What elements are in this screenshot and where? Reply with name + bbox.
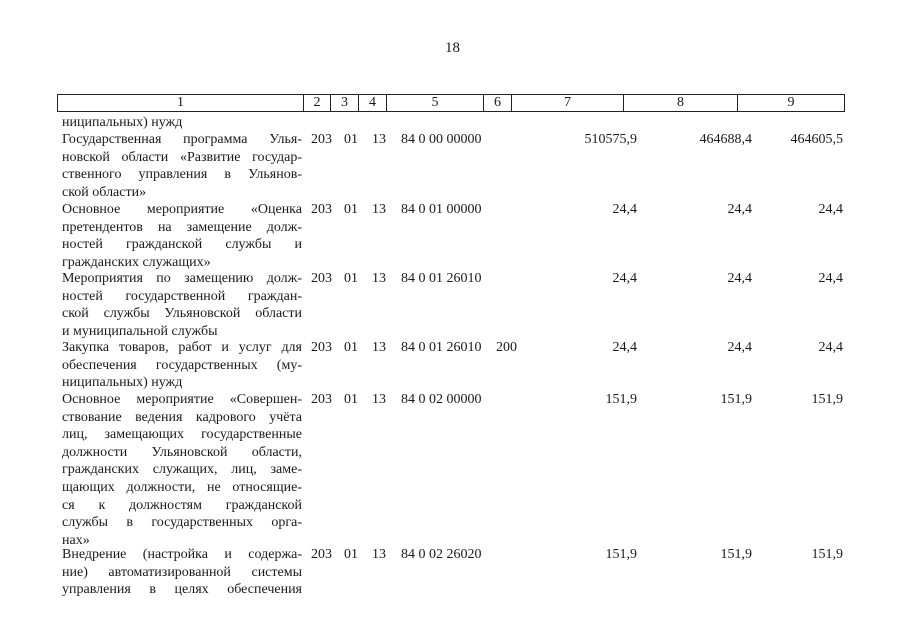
row-name-line: Основное мероприятие «Оценка: [62, 202, 302, 217]
row-amount-col9: 24,4: [818, 271, 843, 286]
row-code-target: 84 0 01 00000: [401, 202, 482, 217]
page-number: 18: [445, 40, 460, 56]
row-code-subsection: 13: [372, 132, 386, 147]
header-col-7: 7: [512, 95, 624, 112]
row-code-target: 84 0 02 26020: [401, 547, 482, 562]
row-name-line: ностей гражданской службы и: [62, 237, 302, 253]
row-code-section: 01: [344, 547, 358, 562]
row-code-target: 84 0 02 00000: [401, 392, 482, 407]
row-name-line: нах»: [62, 532, 90, 548]
row-name-line: претендентов на замещение долж-: [62, 219, 302, 235]
continuation-text: [62, 114, 302, 132]
row-code-expense-type: 200: [496, 340, 517, 355]
row-amount-col7: 151,9: [605, 392, 637, 407]
row-amount-col7: 24,4: [612, 271, 637, 286]
row-amount-col8: 24,4: [727, 271, 752, 286]
header-col-1: 1: [58, 95, 304, 112]
header-col-8: 8: [624, 95, 738, 112]
row-name: [62, 131, 302, 201]
row-name-line: новской области «Развитие государ-: [62, 149, 302, 165]
row-code-grbs: 203: [311, 132, 332, 147]
row-name-line: гражданских служащих, лиц, заме-: [62, 462, 302, 478]
row-amount-col7: 24,4: [612, 340, 637, 355]
row-name: [62, 339, 302, 392]
row-name-line: Мероприятия по замещению долж-: [62, 271, 302, 286]
row-name-line: Внедрение (настройка и содержа-: [62, 547, 302, 562]
row-code-subsection: 13: [372, 340, 386, 355]
row-code-subsection: 13: [372, 271, 386, 286]
row-code-grbs: 203: [311, 271, 332, 286]
continuation-line: ниципальных) нужд: [62, 115, 183, 130]
row-name-line: лиц, замещающих государственные: [62, 427, 302, 443]
row-name-line: должности Ульяновской области,: [62, 444, 302, 460]
row-amount-col8: 151,9: [720, 547, 752, 562]
row-name-line: щающих должности, не относящие-: [62, 479, 302, 495]
row-amount-col8: 24,4: [727, 202, 752, 217]
header-col-3: 3: [331, 95, 359, 112]
header-col-5: 5: [387, 95, 484, 112]
row-name-line: ской службы Ульяновской области: [62, 306, 302, 322]
row-amount-col8: 151,9: [720, 392, 752, 407]
row-name-line: управления в целях обеспечения: [62, 582, 302, 598]
row-amount-col9: 151,9: [811, 392, 843, 407]
row-name-line: ностей государственной граждан-: [62, 288, 302, 304]
row-name-line: ствование ведения кадрового учёта: [62, 409, 302, 425]
row-name: [62, 391, 302, 549]
row-name-line: Государственная программа Улья-: [62, 132, 302, 147]
row-code-grbs: 203: [311, 547, 332, 562]
row-amount-col7: 510575,9: [584, 132, 637, 147]
row-name-line: ской области»: [62, 184, 147, 200]
row-amount-col9: 151,9: [811, 547, 843, 562]
row-amount-col8: 464688,4: [699, 132, 752, 147]
row-code-section: 01: [344, 202, 358, 217]
row-name-line: ние) автоматизированной системы: [62, 564, 302, 580]
row-amount-col9: 24,4: [818, 340, 843, 355]
row-name: [62, 546, 302, 599]
row-code-section: 01: [344, 132, 358, 147]
row-code-section: 01: [344, 271, 358, 286]
row-code-target: 84 0 00 00000: [401, 132, 482, 147]
row-name-line: Закупка товаров, работ и услуг для: [62, 340, 302, 355]
row-code-subsection: 13: [372, 547, 386, 562]
row-name-line: гражданских служащих»: [62, 254, 211, 270]
row-name-line: Основное мероприятие «Совершен-: [62, 392, 302, 407]
row-name: [62, 270, 302, 340]
header-col-9: 9: [738, 95, 845, 112]
row-code-section: 01: [344, 340, 358, 355]
row-amount-col9: 24,4: [818, 202, 843, 217]
row-name-line: и муниципальной службы: [62, 323, 218, 339]
row-code-target: 84 0 01 26010: [401, 271, 482, 286]
row-code-grbs: 203: [311, 392, 332, 407]
header-col-6: 6: [484, 95, 512, 112]
row-name-line: ся к должностям гражданской: [62, 497, 302, 513]
header-col-2: 2: [304, 95, 331, 112]
row-amount-col7: 151,9: [605, 547, 637, 562]
row-name-line: ниципальных) нужд: [62, 375, 183, 391]
row-name-line: обеспечения государственных (му-: [62, 357, 302, 373]
row-amount-col8: 24,4: [727, 340, 752, 355]
row-code-section: 01: [344, 392, 358, 407]
row-code-subsection: 13: [372, 392, 386, 407]
row-code-subsection: 13: [372, 202, 386, 217]
row-name: [62, 201, 302, 271]
row-amount-col7: 24,4: [612, 202, 637, 217]
row-name-line: ственного управления в Ульянов-: [62, 167, 302, 183]
row-code-target: 84 0 01 26010: [401, 340, 482, 355]
row-code-grbs: 203: [311, 340, 332, 355]
row-code-grbs: 203: [311, 202, 332, 217]
header-col-4: 4: [359, 95, 387, 112]
row-amount-col9: 464605,5: [790, 132, 843, 147]
row-name-line: службы в государственных орга-: [62, 515, 302, 531]
